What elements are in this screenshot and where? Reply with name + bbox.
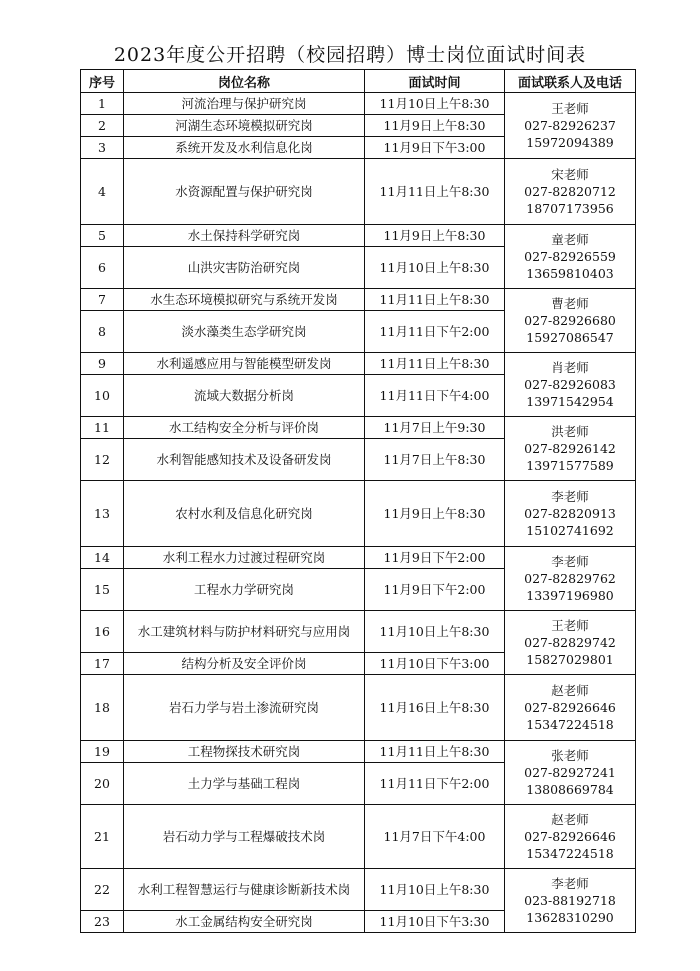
position-name: 河湖生态环境模拟研究岗 [124,115,365,137]
row-number: 17 [81,653,124,675]
contact-name: 赵老师 [551,683,589,698]
position-name: 岩石力学与岩土渗流研究岗 [124,675,365,741]
contact-phone: 027-82829742 [524,635,616,650]
interview-time: 11月11日上午8:30 [365,289,505,311]
position-name: 土力学与基础工程岗 [124,763,365,805]
position-name: 水利智能感知技术及设备研发岗 [124,439,365,481]
row-number: 3 [81,137,124,159]
position-name: 流域大数据分析岗 [124,375,365,417]
contact-name: 王老师 [551,101,589,116]
header-contact: 面试联系人及电话 [505,70,636,93]
contact-cell [505,417,636,481]
interview-time: 11月11日上午8:30 [365,353,505,375]
interview-time: 11月11日上午8:30 [365,159,505,225]
position-name: 水工金属结构安全研究岗 [124,911,365,933]
contact-name: 张老师 [551,748,589,763]
contact-mobile: 13971577589 [526,458,614,473]
contact-phone: 027-82926646 [524,700,616,715]
contact-name: 李老师 [551,876,589,891]
contact-cell [505,547,636,611]
row-number: 12 [81,439,124,481]
contact-phone: 027-82926142 [524,441,616,456]
row-number: 13 [81,481,124,547]
position-name: 水工建筑材料与防护材料研究与应用岗 [124,611,365,653]
row-number: 5 [81,225,124,247]
contact-cell [505,741,636,805]
contact-name: 李老师 [551,554,589,569]
interview-schedule-table [80,69,636,933]
position-name: 水利工程水力过渡过程研究岗 [124,547,365,569]
interview-time: 11月9日下午3:00 [365,137,505,159]
row-number: 23 [81,911,124,933]
contact-cell [505,805,636,869]
interview-time: 11月7日上午9:30 [365,417,505,439]
contact-name: 李老师 [551,489,589,504]
contact-name: 赵老师 [551,812,589,827]
row-number: 18 [81,675,124,741]
position-name: 结构分析及安全评价岗 [124,653,365,675]
interview-time: 11月10日上午8:30 [365,611,505,653]
contact-mobile: 18707173956 [526,201,614,216]
contact-mobile: 15347224518 [526,846,614,861]
interview-time: 11月11日下午2:00 [365,763,505,805]
row-number: 16 [81,611,124,653]
contact-mobile: 13808669784 [526,782,614,797]
position-name: 工程物探技术研究岗 [124,741,365,763]
contact-phone: 027-82926559 [524,249,616,264]
row-number: 8 [81,311,124,353]
interview-time: 11月10日上午8:30 [365,247,505,289]
position-name: 水工结构安全分析与评价岗 [124,417,365,439]
header-interview-time: 面试时间 [365,70,505,93]
contact-cell [505,611,636,675]
interview-time: 11月10日下午3:30 [365,911,505,933]
row-number: 19 [81,741,124,763]
contact-mobile: 13659810403 [526,266,614,281]
interview-time: 11月9日下午2:00 [365,547,505,569]
header-number: 序号 [81,70,124,93]
position-name: 水利工程智慧运行与健康诊断新技术岗 [124,869,365,911]
contact-cell [505,159,636,225]
contact-name: 宋老师 [551,167,589,182]
interview-time: 11月9日上午8:30 [365,481,505,547]
interview-time: 11月9日上午8:30 [365,115,505,137]
table-row [81,353,636,375]
contact-mobile: 15927086547 [526,330,614,345]
contact-mobile: 15347224518 [526,717,614,732]
position-name: 水生态环境模拟研究与系统开发岗 [124,289,365,311]
table-row [81,547,636,569]
interview-time: 11月7日上午8:30 [365,439,505,481]
position-name: 系统开发及水利信息化岗 [124,137,365,159]
contact-phone: 027-82820712 [524,184,616,199]
position-name: 水土保持科学研究岗 [124,225,365,247]
position-name: 水资源配置与保护研究岗 [124,159,365,225]
contact-cell [505,225,636,289]
table-row [81,805,636,869]
header-position: 岗位名称 [124,70,365,93]
table-row [81,675,636,741]
table-row [81,741,636,763]
position-name: 水利遥感应用与智能模型研发岗 [124,353,365,375]
interview-time: 11月16日上午8:30 [365,675,505,741]
contact-name: 肖老师 [551,360,589,375]
table-row [81,225,636,247]
contact-cell [505,289,636,353]
row-number: 15 [81,569,124,611]
contact-phone: 027-82926083 [524,377,616,392]
position-name: 工程水力学研究岗 [124,569,365,611]
row-number: 10 [81,375,124,417]
table-row [81,611,636,653]
contact-cell [505,869,636,933]
row-number: 7 [81,289,124,311]
interview-time: 11月11日下午4:00 [365,375,505,417]
contact-mobile: 15102741692 [526,523,614,538]
table-row [81,93,636,115]
table-row [81,159,636,225]
contact-cell [505,675,636,741]
contact-phone: 027-82926680 [524,313,616,328]
interview-time: 11月7日下午4:00 [365,805,505,869]
row-number: 2 [81,115,124,137]
interview-time: 11月9日下午2:00 [365,569,505,611]
interview-time: 11月11日上午8:30 [365,741,505,763]
contact-phone: 027-82820913 [524,506,616,521]
row-number: 21 [81,805,124,869]
position-name: 农村水利及信息化研究岗 [124,481,365,547]
position-name: 河流治理与保护研究岗 [124,93,365,115]
page-title: 2023年度公开招聘（校园招聘）博士岗位面试时间表 [113,44,587,66]
contact-phone: 027-82829762 [524,571,616,586]
contact-cell [505,481,636,547]
row-number: 14 [81,547,124,569]
row-number: 1 [81,93,124,115]
contact-cell [505,93,636,159]
row-number: 22 [81,869,124,911]
contact-name: 曹老师 [551,296,589,311]
contact-phone: 027-82926237 [524,118,616,133]
contact-phone: 027-82926646 [524,829,616,844]
position-name: 淡水藻类生态学研究岗 [124,311,365,353]
contact-name: 洪老师 [551,424,589,439]
contact-phone: 023-88192718 [524,893,616,908]
contact-name: 童老师 [551,232,589,247]
interview-time: 11月10日上午8:30 [365,93,505,115]
contact-mobile: 13971542954 [526,394,614,409]
contact-mobile: 15827029801 [526,652,614,667]
contact-phone: 027-82927241 [524,765,616,780]
contact-name: 王老师 [551,618,589,633]
row-number: 9 [81,353,124,375]
row-number: 6 [81,247,124,289]
contact-mobile: 13397196980 [526,588,614,603]
row-number: 4 [81,159,124,225]
row-number: 11 [81,417,124,439]
interview-time: 11月9日上午8:30 [365,225,505,247]
contact-cell [505,353,636,417]
table-row [81,417,636,439]
interview-time: 11月10日上午8:30 [365,869,505,911]
row-number: 20 [81,763,124,805]
interview-time: 11月10日下午3:00 [365,653,505,675]
position-name: 山洪灾害防治研究岗 [124,247,365,289]
table-row [81,481,636,547]
table-row [81,869,636,911]
contact-mobile: 13628310290 [526,910,614,925]
contact-mobile: 15972094389 [526,135,614,150]
table-header-row [81,70,636,93]
interview-time: 11月11日下午2:00 [365,311,505,353]
table-row [81,289,636,311]
position-name: 岩石动力学与工程爆破技术岗 [124,805,365,869]
